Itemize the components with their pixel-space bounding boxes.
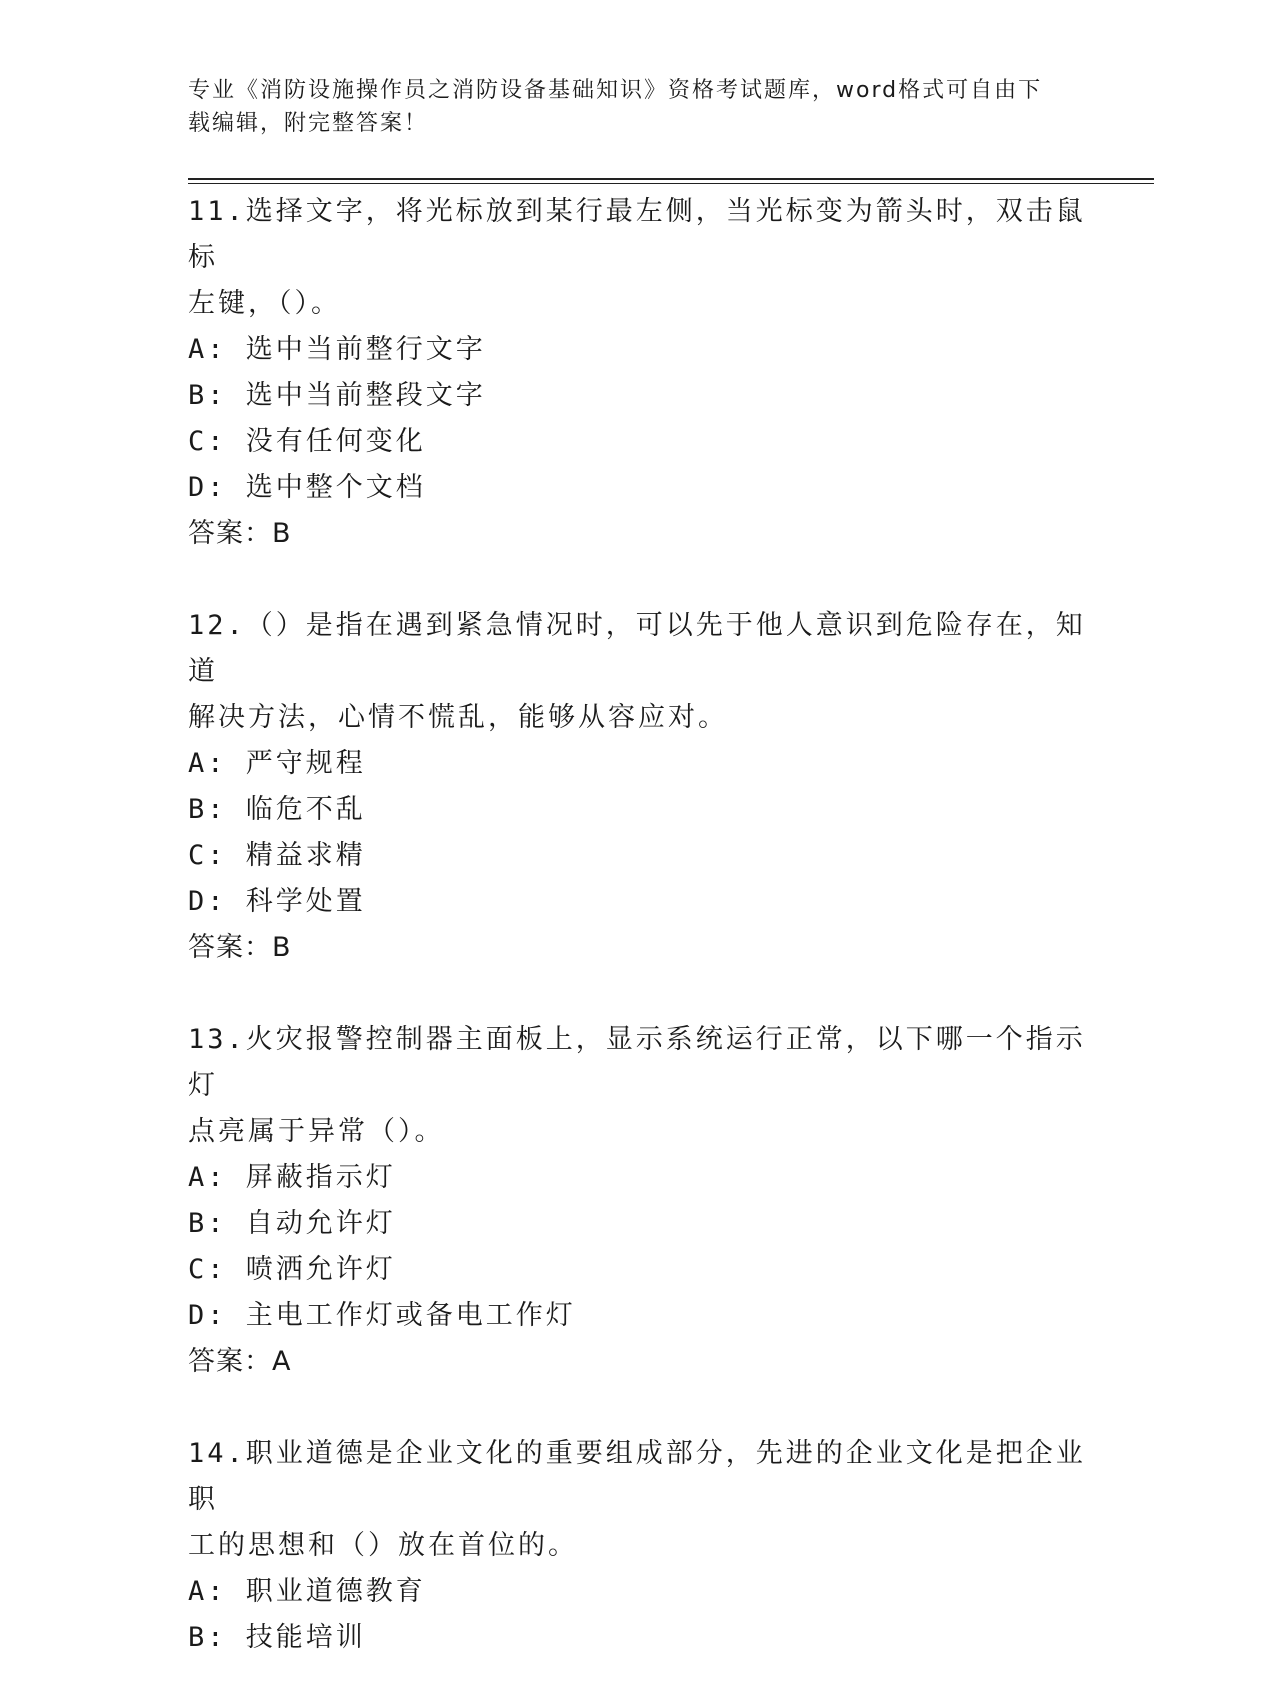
option-text: 选中当前整段文字 bbox=[245, 380, 486, 411]
question-14 bbox=[188, 1431, 1088, 1661]
option-text: 喷洒允许灯 bbox=[245, 1254, 396, 1285]
option-b bbox=[188, 1201, 1088, 1247]
document-header bbox=[188, 74, 1088, 140]
question-stem-line-1: 12.（）是指在遇到紧急情况时，可以先于他人意识到危险存在，知道 bbox=[188, 610, 1086, 687]
option-key: D: bbox=[188, 472, 227, 503]
option-b bbox=[188, 1615, 1088, 1661]
option-text: 选中整个文档 bbox=[245, 472, 426, 503]
option-c bbox=[188, 419, 1088, 465]
option-key: A: bbox=[188, 1162, 227, 1193]
question-stem-line-1: 14.职业道德是企业文化的重要组成部分，先进的企业文化是把企业职 bbox=[188, 1438, 1086, 1515]
option-key: A: bbox=[188, 1576, 227, 1607]
question-stem-line-2: 点亮属于异常（）。 bbox=[188, 1116, 445, 1147]
option-key: B: bbox=[188, 1208, 227, 1239]
answer-line: 答案：A bbox=[188, 1346, 292, 1377]
question-stem-line-2: 工的思想和（）放在首位的。 bbox=[188, 1530, 578, 1561]
question-stem-line-2: 解决方法，心情不慌乱，能够从容应对。 bbox=[188, 702, 728, 733]
option-key: C: bbox=[188, 1254, 227, 1285]
option-text: 没有任何变化 bbox=[245, 426, 426, 457]
question-12 bbox=[188, 603, 1088, 971]
question-stem-line-1: 11.选择文字，将光标放到某行最左侧，当光标变为箭头时，双击鼠标 bbox=[188, 196, 1086, 273]
option-a bbox=[188, 1569, 1088, 1615]
option-text: 自动允许灯 bbox=[245, 1208, 396, 1239]
option-text: 临危不乱 bbox=[245, 794, 366, 825]
answer-line: 答案：B bbox=[188, 932, 292, 963]
option-text: 严守规程 bbox=[245, 748, 366, 779]
option-c bbox=[188, 1247, 1088, 1293]
option-a bbox=[188, 327, 1088, 373]
option-b bbox=[188, 373, 1088, 419]
option-text: 精益求精 bbox=[245, 840, 366, 871]
option-text: 主电工作灯或备电工作灯 bbox=[245, 1300, 576, 1331]
option-key: A: bbox=[188, 748, 227, 779]
question-13 bbox=[188, 1017, 1088, 1385]
option-d bbox=[188, 879, 1088, 925]
option-b bbox=[188, 787, 1088, 833]
option-a bbox=[188, 1155, 1088, 1201]
option-key: B: bbox=[188, 380, 227, 411]
header-divider-thin bbox=[188, 183, 1154, 184]
option-key: A: bbox=[188, 334, 227, 365]
option-text: 科学处置 bbox=[245, 886, 366, 917]
header-line-2: 载编辑，附完整答案！ bbox=[188, 111, 429, 136]
option-a bbox=[188, 741, 1088, 787]
option-d bbox=[188, 465, 1088, 511]
question-stem-line-1: 13.火灾报警控制器主面板上，显示系统运行正常，以下哪一个指示灯 bbox=[188, 1024, 1086, 1101]
question-stem-line-2: 左键，（）。 bbox=[188, 288, 341, 319]
answer-line: 答案：B bbox=[188, 518, 292, 549]
option-key: D: bbox=[188, 1300, 227, 1331]
option-key: C: bbox=[188, 840, 227, 871]
option-text: 职业道德教育 bbox=[245, 1576, 426, 1607]
option-text: 选中当前整行文字 bbox=[245, 334, 486, 365]
question-list bbox=[188, 189, 1088, 1707]
option-d bbox=[188, 1293, 1088, 1339]
option-key: B: bbox=[188, 794, 227, 825]
option-key: D: bbox=[188, 886, 227, 917]
option-key: C: bbox=[188, 426, 227, 457]
header-line-1: 专业《消防设施操作员之消防设备基础知识》资格考试题库，word格式可自由下 bbox=[188, 78, 1043, 103]
option-text: 技能培训 bbox=[245, 1622, 366, 1653]
option-text: 屏蔽指示灯 bbox=[245, 1162, 396, 1193]
option-c bbox=[188, 833, 1088, 879]
question-11 bbox=[188, 189, 1088, 557]
option-key: B: bbox=[188, 1622, 227, 1653]
header-divider-thick bbox=[188, 178, 1154, 180]
